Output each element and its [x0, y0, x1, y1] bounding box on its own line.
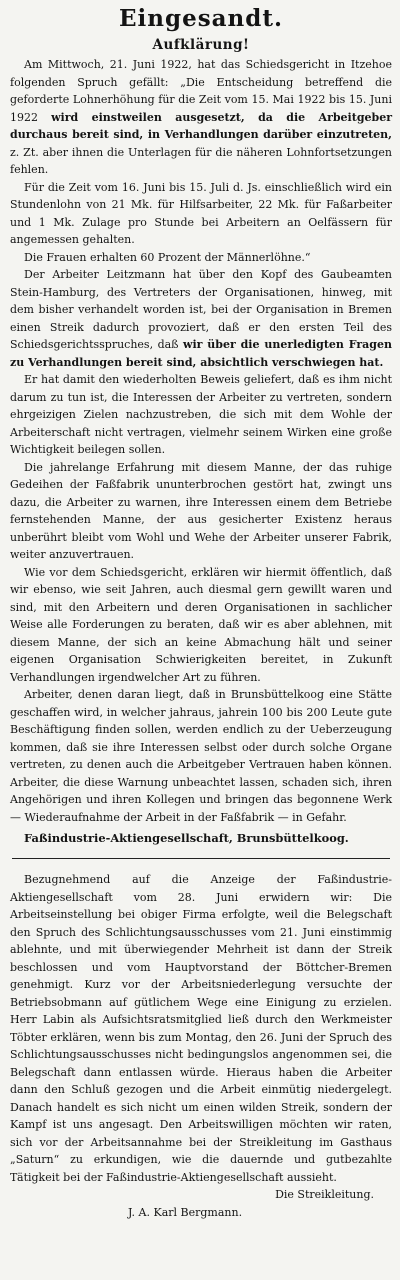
- strike-committee-signature: Die Streikleitung.: [275, 1188, 374, 1201]
- leitzmann-text: Der Arbeiter Leitzmann hat über den Kopf des Gaubeamten Stein-Hamburg, des Vertreters der Organisationen, hinweg, mit dem bisher verhandelt worden ist, bei der Organisation in Bremen einen Streik dadurch provoziert, daß er den ersten Teil des Schiedsgerichtsspruches, daß: [10, 268, 392, 351]
- article-subtitle: Aufklärung!: [152, 37, 250, 53]
- page-title: Eingesandt.: [119, 5, 283, 32]
- company-signature: Faßindustrie-Aktiengesellschaft, Brunsbüttelkoog.: [24, 831, 349, 845]
- paragraph-warning: Arbeiter, denen daran liegt, daß in Brunsbüttelkoog eine Stätte geschaffen wird, in welcher jahraus, jahrein 100 bis 200 Leute gute Beschäftigung finden sollen, werden endlich zu der Ueberzeugung kommen, daß sie ihre Interessen selbst oder durch solche Organe vertreten, zu denen auch die Arbeitgeber Vertrauen haben können. Arbeiter, die diese Warnung unbeachtet lassen, schaden sich, ihren Angehörigen und ihren Kollegen und bringen das begonnene Werk — Wiederaufnahme der Arbeit in der Faßfabrik — in Gefahr.: [10, 688, 392, 824]
- paragraph-proof: Er hat damit den wiederholten Beweis geliefert, daß es ihm nicht darum zu tun ist, die Interessen der Arbeiter zu vertreten, sondern ehrgeizigen Zielen nachzustreben, die sich mit dem Wohle der Arbeiterschaft nicht vertragen, vielmehr seinem Wirken eine große Wichtigkeit beilegen sollen.: [10, 373, 392, 456]
- leitzmann-bold-statement: wir über die unerledigten Fragen zu Verhandlungen bereit sind, absichtlich verschwiegen hat.: [10, 338, 392, 369]
- paragraph-women-wages: Die Frauen erhalten 60 Prozent der Männerlöhne.“: [24, 250, 311, 264]
- paragraph-declaration: Wie vor dem Schiedsgericht, erklären wir hiermit öffentlich, daß wir ebenso, wie seit Jahren, auch diesmal gern gewillt waren und sind, mit den Arbeitern und deren Organisationen in sachlicher Weise alle Forderungen zu beraten, daß wir es aber ablehnen, mit diesem Manne, der sich an keine Abmachung hält und seiner eigenen Organisation Schwierigkeiten bereitet, in Zukunft Verhandlungen irgendwelcher Art zu führen.: [10, 565, 392, 684]
- article-company-notice: [10, 56, 392, 848]
- paragraph-strike-reply: Bezugnehmend auf die Anzeige der Faßindustrie-Aktiengesellschaft vom 28. Juni erwidern wir: Die Arbeitseinstellung bei obiger Firma erfolgte, weil die Belegschaft den Spruch des Schlichtungsausschusses vom 21. Juni einstimmig ablehnte, und mit überwiegender Mehrheit ist dann der Streik beschlossen und vom Hauptvorstand der Böttcher-Bremen genehmigt. Kurz vor der Arbeitsniederlegung versuchte der Betriebsobmann auf gütlichem Wege eine Einigung zu erzielen. Herr Labin als Aufsichtsratsmitglied ließ durch den Werkmeister Töbter erklären, wenn bis zum Montag, den 26. Juni der Spruch des Schlichtungsausschusses nicht bedingungslos angenommen sei, die Belegschaft dann entlassen würde. Hieraus haben die Arbeiter dann den Schluß gezogen und die Arbeit einmütig niedergelegt. Danach handelt es sich nicht um einen wilden Streik, sondern der Kampf ist uns angesagt. Den Arbeitswilligen möchten wir raten, sich vor der Arbeitsannahme bei der Streikleitung im Gasthaus „Saturn“ zu erkundigen, wie die dauernde und gutbezahlte Tätigkeit bei der Faßindustrie-Aktiengesellschaft aussieht.: [10, 873, 392, 1184]
- section-divider: [12, 858, 390, 859]
- ruling-bold-statement: wird einstweilen ausgesetzt, da die Arbeitgeber durchaus bereit sind, in Verhandlungen darüber einzutreten,: [10, 110, 392, 141]
- ruling-quote-end: z. Zt. aber ihnen die Unterlagen für die näheren Lohnfortsetzungen fehlen.: [10, 145, 392, 176]
- paragraph-wage-rates: Für die Zeit vom 16. Juni bis 15. Juli d. Js. einschließlich wird ein Stundenlohn von 21 Mk. für Hilfsarbeiter, 22 Mk. für Faßarbeiter und 1 Mk. Zulage pro Stunde bei Arbeitern an Oelfässern für angemessen gehalten.: [10, 180, 392, 246]
- ruling-quote-start: „Die Entscheidung betreffend die geforderte Lohnerhöhung für die Zeit vom 15. Mai 1922 bis 15. Juni 1922: [10, 75, 393, 124]
- article-strike-reply: [10, 871, 392, 1222]
- paragraph-leitzmann: [10, 266, 392, 371]
- ruling-intro: Am Mittwoch, 21. Juni 1922, hat das Schiedsgericht in Itzehoe folgenden Spruch gefällt:: [10, 58, 392, 89]
- paragraph-arbitration-ruling: [10, 56, 392, 179]
- strike-signatory-name: J. A. Karl Bergmann.: [128, 1206, 243, 1219]
- paragraph-experience: Die jahrelange Erfahrung mit diesem Manne, der das ruhige Gedeihen der Faßfabrik ununterbrochen gestört hat, zwingt uns dazu, die Arbeiter zu warnen, ihre Interessen einem dem Betriebe fernstehenden Manne, der aus gesicherter Existenz heraus unberührt bleibt vom Wohl und Wehe der Arbeiter unserer Fabrik, weiter anzuvertrauen.: [10, 460, 392, 561]
